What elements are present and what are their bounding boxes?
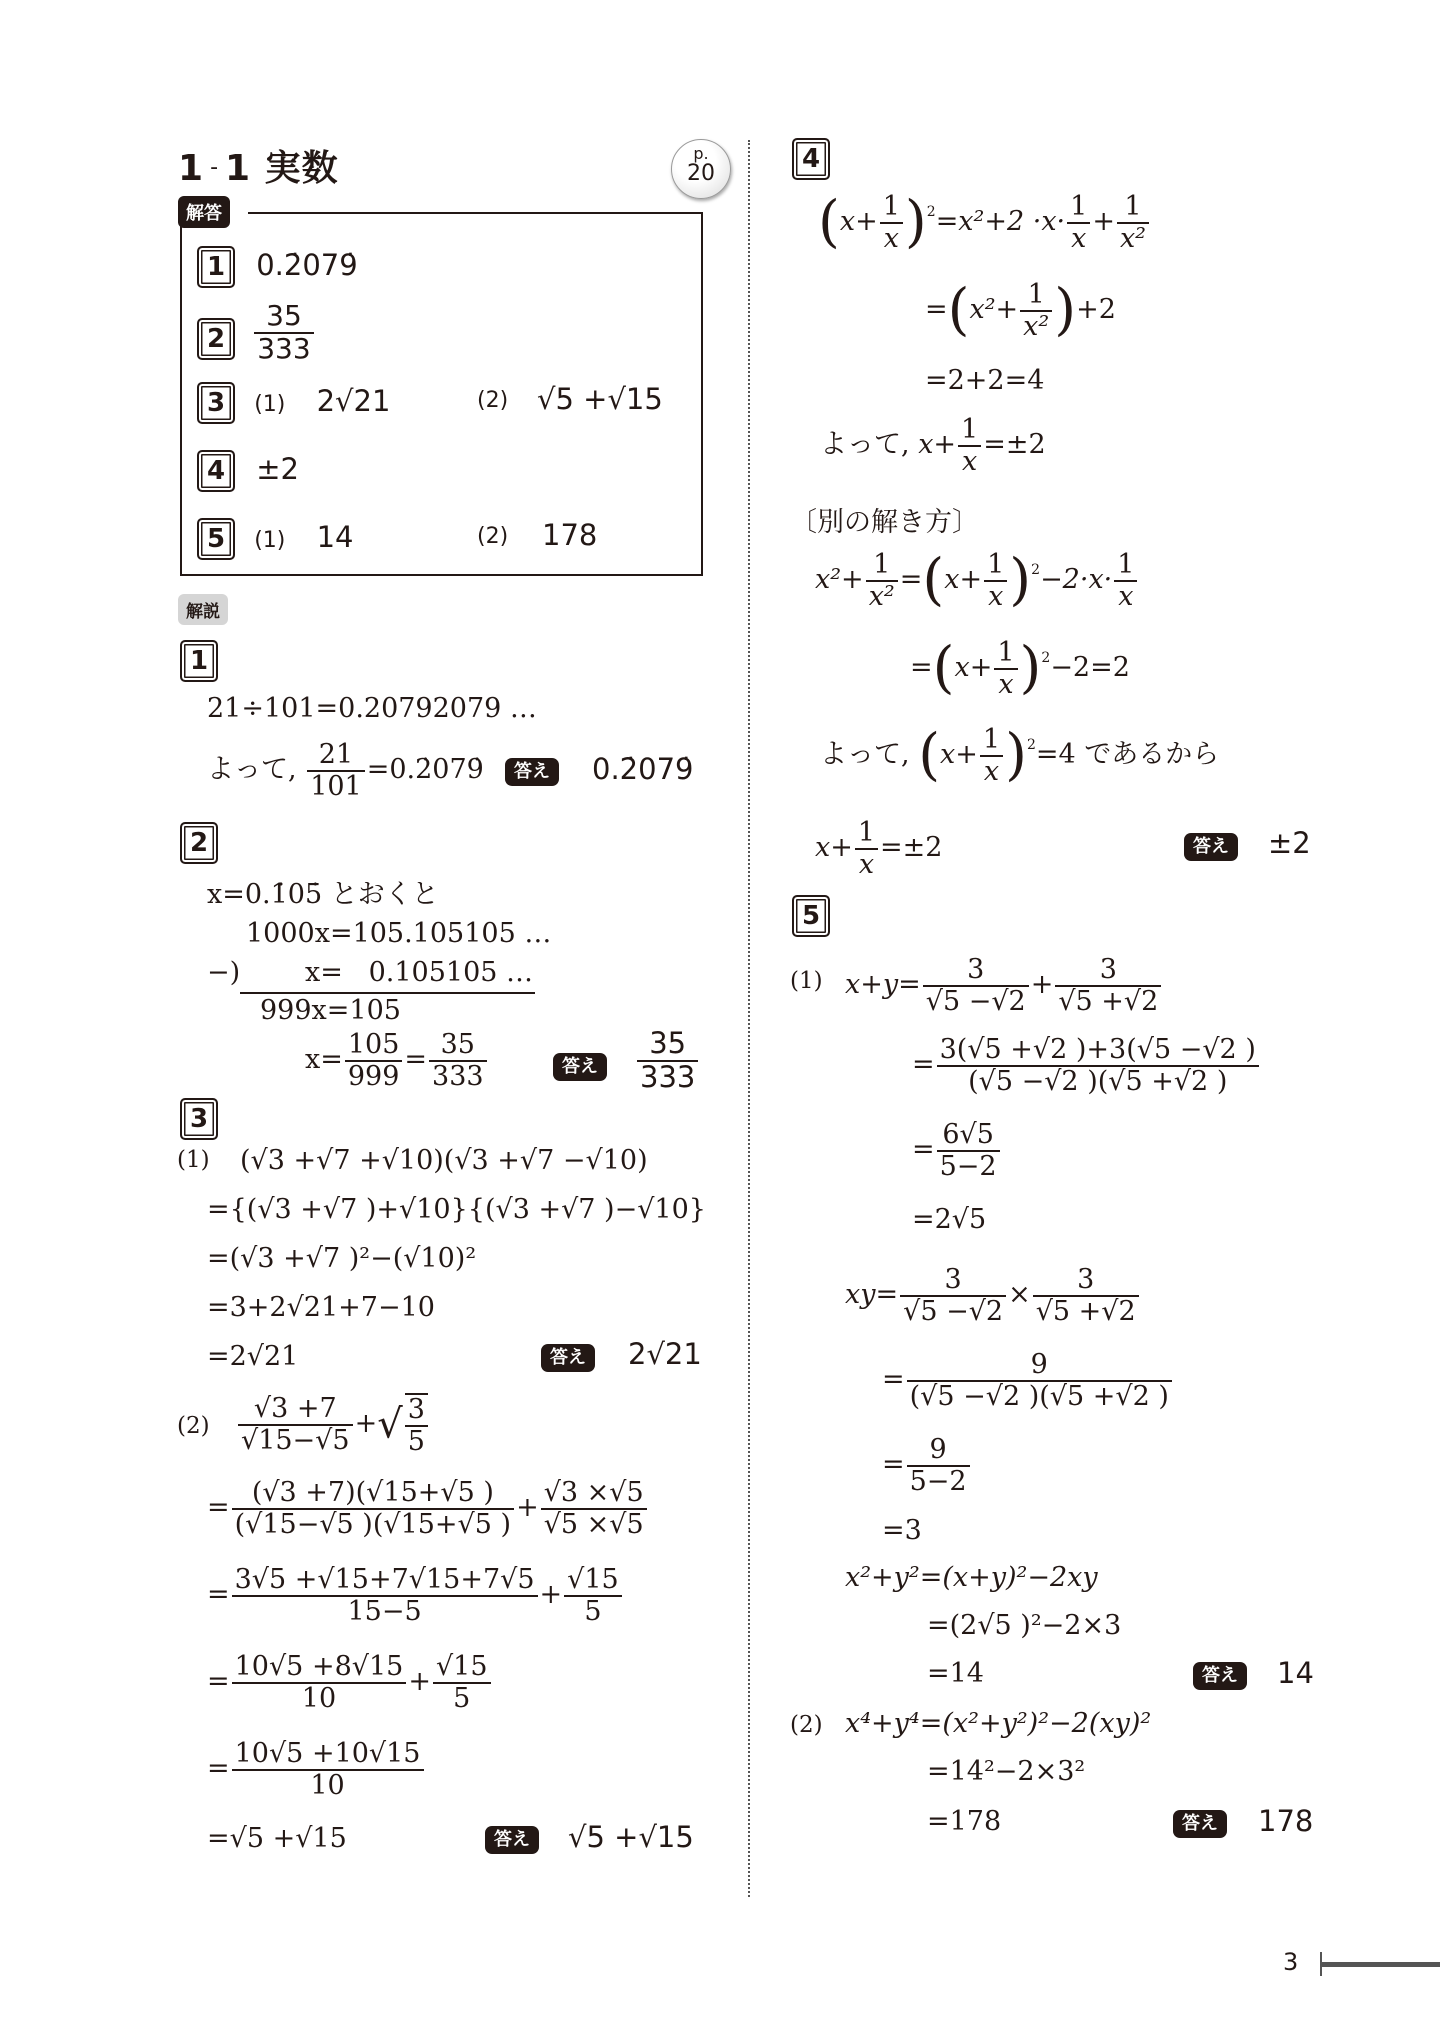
fraction-denominator: x [983,755,1000,787]
fraction-denominator: x [962,445,978,477]
fraction-denominator: √5 ×√5 [543,1508,644,1540]
fraction [541,1478,647,1539]
part-label: (2) [477,388,509,413]
q4-rhs: =±2 [983,429,1046,461]
paren: ( [918,722,941,788]
answer-tag: 答え [1184,833,1238,861]
fraction [405,1393,428,1456]
answer-value: √5 +√15 [537,382,663,416]
answer-value: 0.2̇079̇ [256,248,358,282]
fraction-denominator: x [998,668,1014,700]
q3-p1-line1: (√3 +√7 +√10)(√3 +√7 −√10) [240,1145,648,1176]
answers-label: 解答 [178,196,230,228]
q3-p2-final-answer: √5 +√15 [568,1820,694,1854]
fraction-denominator: 5−2 [909,1465,967,1497]
answer-tag: 答え [485,1826,539,1854]
fraction-numerator: 10√5 +8√15 [232,1652,407,1684]
answer-tag: 答え [1193,1662,1247,1690]
q3-p2-line4: = $\frac{10√5 +8√15}{10}$ + $\frac{√15}{5}$ [207,1652,493,1713]
q4-answer-tag [1184,833,1238,861]
question-number-badge: 1 [180,640,218,682]
fraction-numerator: 9 [907,1350,1172,1382]
fraction-numerator: 10√5 +10√15 [232,1739,424,1771]
q4-prefix: よって, [820,429,910,461]
answer-row-2 [197,299,316,365]
q2-line3: x= 0.105105 … [305,957,534,988]
q5-sq-line1: x²+y²=(x+y)²−2xy [845,1562,1098,1593]
paren: ) [904,189,927,255]
fraction [232,1565,538,1626]
q4-alt-tail: =4 であるから [1035,739,1220,771]
paren: ( [947,277,970,343]
q5-xy-line4: =3 [882,1515,922,1546]
fraction-numerator: 3(√5 +√2 )+3(√5 −√2 ) [937,1035,1259,1067]
fraction-numerator: 1 [880,192,903,224]
question-number-badge: 4 [197,450,235,492]
q5-xpy-line1 [845,955,1163,1016]
fraction [1020,280,1052,341]
q1-result: =0.2̇079̇ [366,754,484,786]
fraction [994,638,1017,699]
section-dash: - [210,155,220,180]
answer-value: 178 [542,518,598,552]
fraction-denominator: 5 [407,1425,425,1457]
explanation-label: 解説 [178,594,228,625]
q5-p1-answer-tag [1193,1662,1247,1690]
q3-p2-line1 [236,1393,430,1456]
q4-rhs: =±2 [880,832,943,864]
answer-row-3 [197,382,697,424]
fraction-denominator: 333 [640,1059,696,1094]
fraction-denominator: (√15−√5 )(√15+√5 ) [234,1508,512,1540]
radical-sign: √ [377,1401,403,1448]
fraction [238,1394,353,1455]
q4-rhs: =x²+2 ·x· [935,206,1066,238]
q2-line4: 999x=105 [260,995,401,1026]
q1-final-answer: 0.2̇079̇ [592,752,694,786]
q1-line1: 21÷101=0.20792079 … [207,693,537,724]
answer-value: ±2 [256,452,299,486]
q5-xpy-line4: =2√5 [912,1204,987,1235]
fraction-denominator: x² [868,580,895,612]
q3-p2-line3: = $\frac{3√5 +√15+7√15+7√5}{15-5}$ + $\frac{√15}{5}$ [207,1565,624,1626]
q4-line3: =2+2=4 [925,365,1045,396]
paren: ) [1005,722,1027,788]
part-label: (1) [254,392,286,417]
q4-lhs: x+ [815,832,853,864]
q4-alt-tail: −2=2 [1050,652,1130,684]
section-sub-number: 1 [225,148,252,189]
q2-line2: 1000x=105.105105 … [246,918,552,949]
fraction-denominator: x [1071,222,1087,254]
paren: ( [818,189,840,255]
answer-tag: 答え [553,1053,607,1081]
q2-line1: x=0.1̇05̇ とおくと [207,879,439,910]
page-marker-bar [1320,1962,1440,1967]
fraction-denominator: 5 [584,1595,602,1627]
q2-answer-tag [553,1053,607,1081]
fraction-numerator: 35 [429,1030,487,1062]
fraction-denominator: √5 +√2 [1058,985,1159,1017]
fraction-numerator: 35 [637,1028,698,1062]
fraction-denominator: 333 [257,331,311,365]
q2-badge-wrap [180,822,218,864]
paren: ( [932,635,955,701]
fraction-denominator: x [858,848,875,880]
question-number-badge: 3 [197,382,235,424]
fraction-denominator: √15−√5 [241,1424,350,1456]
fraction [433,1652,491,1713]
fraction-numerator: 3√5 +√15+7√15+7√5 [232,1565,538,1597]
section-title-text: 実数 [264,148,339,189]
part-label: (1) [254,528,286,553]
fraction-numerator: 21 [307,740,365,772]
answer-value: 2√21 [316,384,391,418]
fraction-numerator: 6√5 [937,1120,1000,1152]
fraction-denominator: √5 +√2 [1035,1295,1136,1327]
q3-p1-line5: =2√21 [207,1341,299,1372]
q2-lhs: x= [305,1044,343,1076]
fraction [958,415,981,476]
answer-row-1 [197,246,358,288]
q3-p2-answer-tag [485,1826,539,1854]
fraction-numerator: √15 [564,1565,622,1597]
question-number-badge: 2 [197,318,235,360]
plus-sign: + [354,1408,378,1440]
q3-p1-line4: =3+2√21+7−10 [207,1292,435,1323]
paren: ) [1054,277,1077,343]
answer-value: 14 [316,520,354,554]
q5-p1-label: (1) [790,968,823,994]
fraction [1055,955,1161,1016]
q4-final-answer: ±2 [1268,826,1311,860]
q1-answer-tag [505,758,559,786]
q1-badge-wrap [180,640,218,682]
q5-p2-final-answer: 178 [1258,1804,1314,1838]
paren: ) [1019,635,1042,701]
fraction [1114,550,1137,611]
fraction-denominator: 5 [453,1682,471,1714]
fraction-denominator: 15−5 [347,1595,422,1627]
fraction-denominator: x [883,222,899,254]
q4-tail: +2 [1076,294,1116,326]
fraction [1067,192,1090,253]
q4-alt-lhs: x²+ [815,564,864,596]
q4-alt-line1: x²+ $\frac{1}{\text{x²}}$ =(x+ $\frac{1}{x}$ )$^2$−2·x· $\frac{1}{x}$ [815,550,1139,611]
q3-badge-wrap [180,1098,218,1140]
paren: ( [922,547,945,613]
section-title [178,140,339,191]
fraction-numerator: 1 [1067,192,1090,224]
question-number-badge: 5 [792,895,830,937]
fraction-numerator: √3 +7 [238,1394,353,1426]
fraction [429,1030,487,1091]
fraction [984,550,1007,611]
fraction-numerator: 1 [958,415,981,447]
question-number-badge: 5 [197,518,235,560]
q4-line1: (x+ $\frac{1}{x}$ )$^2$=x²+2 ·x· $\frac{1}{x}$ + $\frac{1}{\text{x²}}$ [818,192,1151,253]
fraction-numerator: 1 [1020,280,1052,312]
q2-line5: x= $\frac{105}{999}$ = $\frac{35}{333}$ [305,1030,489,1091]
section-number: 1 [178,148,205,189]
fraction-denominator: 10 [301,1682,337,1714]
q4-alt-line2: =(x+ $\frac{1}{x}$ )$^2$−2=2 [910,635,1130,701]
q2-minus: −) [207,957,241,988]
q5-sq-line3: =14 [927,1658,984,1689]
fraction [637,1028,698,1094]
q3-p2-line2: = $\frac{(√3 +7)(√15+√5 )}{(√15-√5 )(√15+√5 )}$ + $\frac{√3 \times√5}{√5 \times√5}$ [207,1478,649,1539]
fraction [866,550,898,611]
page-ref-number: 20 [687,161,715,186]
q4-inner: x²+ [969,294,1019,326]
q5-p2-line3: =178 [927,1806,1002,1837]
q5-p2-label: (2) [790,1712,823,1738]
answer-row-5 [197,518,697,560]
fraction [345,1030,403,1091]
q5-badge-wrap [792,895,830,937]
fraction [232,1652,407,1713]
q5-lhs: xy= [845,1279,899,1311]
q5-xy-line1 [845,1265,1141,1326]
fraction-numerator: 3 [1033,1265,1139,1297]
fraction [232,1478,514,1539]
q4-line4 [820,415,1046,476]
q5-p2-line1: x⁴+y⁴=(x²+y²)²−2(xy)² [845,1708,1152,1739]
q5-xy-line3: = $\frac{9}{5-2}$ [882,1435,972,1496]
fraction-numerator: 3 [923,955,1029,987]
fraction-numerator: 1 [980,725,1003,757]
q3-p1-answer-tag [541,1344,595,1372]
fraction-denominator: 999 [347,1060,400,1092]
page-reference-badge [671,139,731,199]
paren: ) [1009,547,1032,613]
fraction-denominator: (√5 −√2 )(√5 +√2 ) [968,1065,1228,1097]
q5-p2-answer-tag [1173,1810,1227,1838]
fraction-numerator: √15 [433,1652,491,1684]
fraction-numerator: 35 [254,301,313,334]
page-number: 3 [1283,1948,1299,1976]
operator: × [1008,1279,1031,1311]
fraction [880,192,903,253]
q5-sq-line2: =(2√5 )²−2×3 [927,1610,1122,1641]
q4-badge-wrap [792,138,830,180]
fraction [923,955,1029,1016]
subtraction-rule [240,992,535,994]
fraction-denominator: 333 [432,1060,484,1092]
q4-line2 [925,277,1116,343]
fraction-denominator: 5−2 [939,1150,997,1182]
page-ref-prefix: p. [693,144,709,163]
alt-method-label: 〔別の解き方〕 [790,507,979,538]
fraction [907,1435,970,1496]
fraction-denominator: 101 [310,770,362,802]
q4-lhs: x+ [918,429,957,461]
fraction-denominator: √5 −√2 [903,1295,1004,1327]
q3-p2-line6: =√5 +√15 [207,1823,347,1854]
question-number-badge: 3 [180,1098,218,1140]
q3-p1-line2: ={(√3 +√7 )+√10}{(√3 +√7 )−√10} [207,1194,706,1225]
fraction-numerator: √3 ×√5 [541,1478,647,1510]
fraction [937,1120,1000,1181]
q3-p1-label: (1) [177,1147,210,1173]
fraction-numerator: 3 [1055,955,1161,987]
fraction-denominator: x [988,580,1004,612]
fraction [1117,192,1149,253]
fraction-denominator: √5 −√2 [925,985,1026,1017]
operator: + [1030,969,1054,1001]
q5-xpy-line2: = $\frac{3(√5 +√2 )+3(√5 -√2 )}{(√5 -√2 )(√5 +√2 )}$ [912,1035,1261,1096]
fraction-denominator: x² [1023,310,1050,342]
fraction-numerator: 1 [984,550,1007,582]
question-number-badge: 2 [180,822,218,864]
fraction-numerator: 3 [900,1265,1006,1297]
fraction-numerator: (√3 +7)(√15+√5 ) [232,1478,514,1510]
fraction-denominator: x² [1119,222,1147,254]
fraction [937,1035,1259,1096]
question-number-badge: 4 [792,138,830,180]
question-number-badge: 1 [197,246,235,288]
q4-alt-tail: −2·x· [1040,564,1113,596]
answer-row-4 [197,450,299,492]
q3-p2-line5: = $\frac{10√5 +10√15}{10}$ [207,1739,426,1800]
fraction-denominator: x [1118,580,1134,612]
fraction-numerator: 3 [405,1395,428,1427]
q1-line2 [207,740,484,801]
q5-xy-line2: = $\frac{9}{(√5 -√2 )(√5 +√2 )}$ [882,1350,1174,1411]
fraction [232,1739,424,1800]
fraction-numerator: 1 [1117,192,1149,224]
fraction-numerator: 1 [855,818,878,850]
fraction [1033,1265,1139,1326]
fraction-numerator: 1 [1114,550,1137,582]
answer-tag: 答え [505,758,559,786]
q4-alt-line3: よって, (x+ $\frac{1}{x}$ )$^2$=4 であるから [820,722,1220,788]
answer-tag: 答え [1173,1810,1227,1838]
q3-p2-label: (2) [177,1413,210,1439]
fraction-numerator: 105 [345,1030,403,1062]
plus-sign: + [1092,206,1115,238]
q3-p1-line3: =(√3 +√7 )²−(√10)² [207,1243,477,1274]
q5-lhs: x+y= [845,969,921,1001]
equals: = [925,294,948,326]
q5-xpy-line3: = $\frac{6√5}{5-2}$ [912,1120,1002,1181]
q1-fraction [307,740,365,801]
q5-p1-final-answer: 14 [1277,1656,1314,1690]
fraction-numerator: 1 [994,638,1017,670]
fraction-denominator: 10 [310,1769,345,1801]
q4-alt-line4 [815,818,942,879]
fraction [900,1265,1006,1326]
fraction [907,1350,1172,1411]
q4-prefix: よって, [820,739,910,771]
fraction [564,1565,622,1626]
column-divider [748,140,750,1897]
answer-fraction [254,301,313,365]
part-label: (2) [477,524,509,549]
q3-p1-final-answer: 2√21 [628,1337,702,1371]
fraction [855,818,878,879]
fraction-numerator: 9 [907,1435,970,1467]
fraction-denominator: (√5 −√2 )(√5 +√2 ) [909,1380,1169,1412]
answer-tag: 答え [541,1344,595,1372]
q2-final-answer [635,1028,700,1094]
fraction-numerator: 1 [866,550,898,582]
q5-p2-line2: =14²−2×3² [927,1756,1086,1787]
q1-prefix: よって, [207,754,297,786]
fraction [980,725,1003,786]
